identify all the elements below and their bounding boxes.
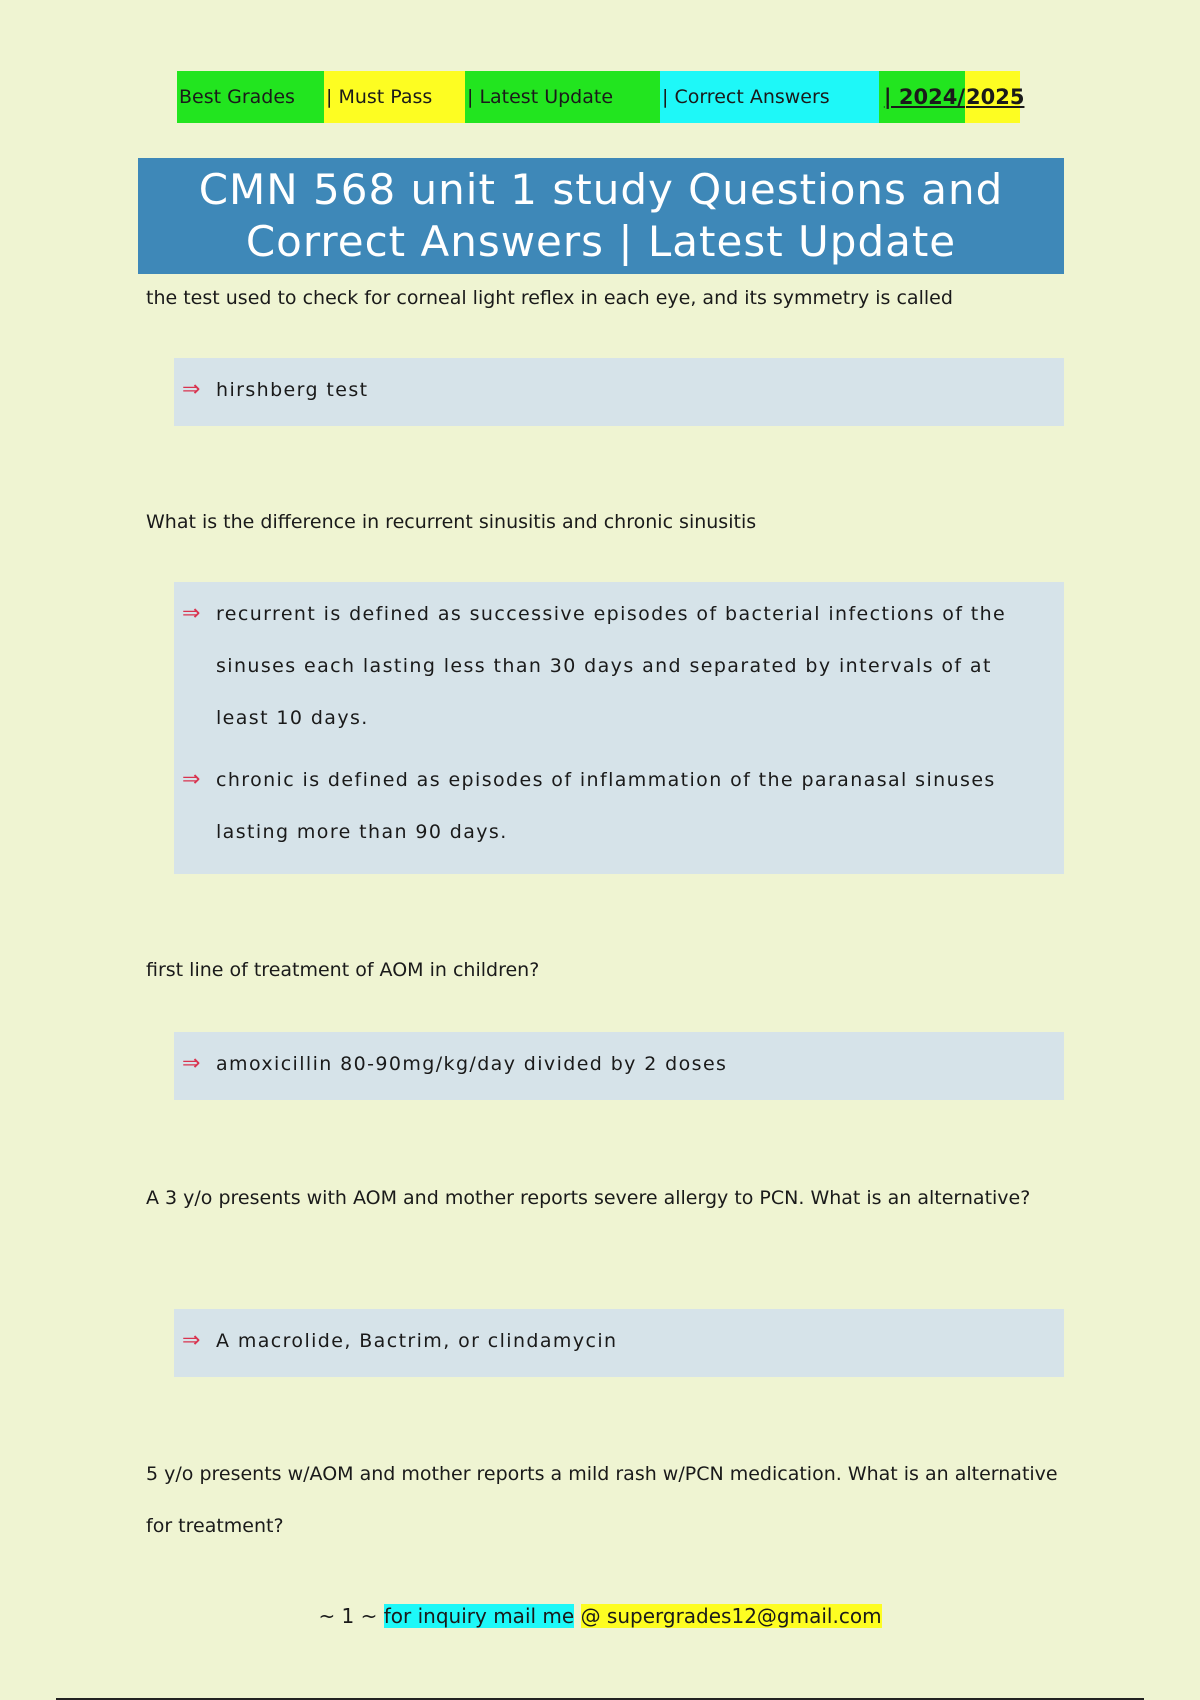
answer-box bbox=[174, 1032, 1064, 1100]
tag-correct-answers: | Correct Answers bbox=[660, 71, 879, 123]
tag-must-pass: | Must Pass bbox=[324, 71, 465, 123]
answer-item bbox=[182, 364, 1034, 416]
arrow-icon: ⇒ bbox=[182, 601, 202, 626]
answer-box bbox=[174, 1309, 1064, 1377]
arrow-icon: ⇒ bbox=[182, 767, 202, 792]
answer-box bbox=[174, 582, 1064, 874]
page-footer bbox=[0, 1590, 1200, 1642]
answer-box bbox=[174, 358, 1064, 426]
email-link[interactable]: @ supergrades12@gmail.com bbox=[580, 1604, 882, 1628]
answer-text: amoxicillin 80-90mg/kg/day divided by 2 doses bbox=[216, 1053, 728, 1075]
answer-item bbox=[182, 1315, 1034, 1367]
answer-item bbox=[182, 588, 1034, 744]
tag-year-start: | 2024/ bbox=[879, 71, 965, 123]
arrow-icon: ⇒ bbox=[182, 377, 202, 402]
question-text: the test used to check for corneal light reflex in each eye, and its symmetry is called bbox=[146, 287, 953, 309]
answer-text: chronic is defined as episodes of inflammation of the paranasal sinuses lasting more than 90 days. bbox=[216, 769, 996, 843]
answer-text: recurrent is defined as successive episodes of bacterial infections of the sinuses each lasting less than 30 days and separated by intervals of at least 10 days. bbox=[216, 603, 1007, 729]
tag-latest-update: | Latest Update bbox=[465, 71, 660, 123]
answer-text: A macrolide, Bactrim, or clindamycin bbox=[216, 1330, 618, 1352]
answer-item bbox=[182, 1038, 1034, 1090]
answer-item bbox=[182, 754, 1034, 858]
question-text: What is the difference in recurrent sinusitis and chronic sinusitis bbox=[146, 511, 757, 533]
question-text: A 3 y/o presents with AOM and mother reports severe allergy to PCN. What is an alternative? bbox=[146, 1187, 1031, 1209]
answer-text: hirshberg test bbox=[216, 379, 369, 401]
title-line-1: CMN 568 unit 1 study Questions and bbox=[198, 165, 1004, 214]
tag-best-grades: Best Grades bbox=[177, 71, 324, 123]
page-number: ~ 1 ~ bbox=[318, 1604, 378, 1628]
tag-bar bbox=[177, 71, 1025, 123]
inquiry-label: for inquiry mail me bbox=[383, 1604, 575, 1628]
arrow-icon: ⇒ bbox=[182, 1328, 202, 1353]
arrow-icon: ⇒ bbox=[182, 1051, 202, 1076]
title-banner bbox=[138, 158, 1064, 274]
question-text: 5 y/o presents w/AOM and mother reports a mild rash w/PCN medication. What is an alternative for treatment? bbox=[146, 1463, 1058, 1537]
title-line-2: Correct Answers | Latest Update bbox=[245, 217, 957, 266]
tag-year-end: 2025 bbox=[965, 71, 1020, 123]
question-text: first line of treatment of AOM in children? bbox=[146, 959, 540, 981]
